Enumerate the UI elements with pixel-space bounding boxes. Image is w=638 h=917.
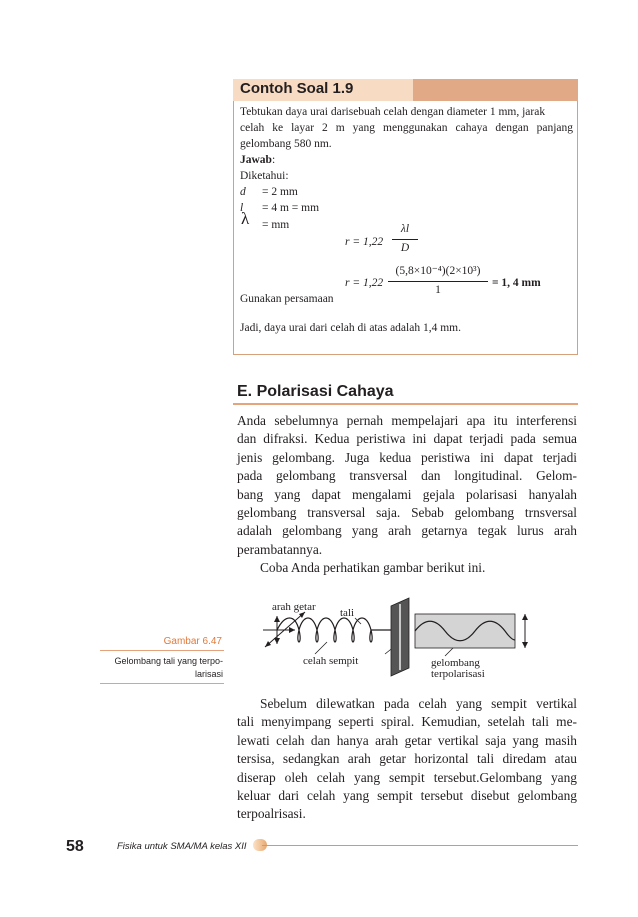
paragraph-line: lewati celah dan hanya arah getar vertikal saja yang masih xyxy=(237,732,577,748)
footer-book-title: Fisika untuk SMA/MA kelas XII xyxy=(117,841,247,852)
val-d: = 2 mm xyxy=(262,186,298,198)
paragraph-line: terpoalrisasi. xyxy=(237,806,306,822)
section-underline xyxy=(233,403,578,405)
paragraph-line: pada gelombang transversal dan longitudinal. Gelom- xyxy=(237,468,577,484)
label-arah-getar: arah getar xyxy=(272,601,316,613)
paragraph-line: tersisa, sedangkan arah getar horizontal tali diredam atau xyxy=(237,751,577,767)
paragraph-line: keluar dari celah yang sempit tersebut disebut gelombang xyxy=(237,788,577,803)
paragraph-2: Coba Anda perhatikan gambar berikut ini. xyxy=(260,560,486,576)
paragraph-line: Anda sebelumnya pernah mempelajari apa itu interferensi xyxy=(237,413,577,428)
paragraph-line: dan difraksi. Kedua peristiwa ini dapat terjadi pada semua xyxy=(237,431,577,447)
figure-caption-line: larisasi xyxy=(194,669,223,679)
formula2-numerator: (5,8×10⁻⁴)(2×10³) xyxy=(395,265,481,277)
example-title: Contoh Soal 1.9 xyxy=(240,80,354,97)
example-question-line: Tebtukan daya urai darisebuah celah dengan diameter 1 mm, jarak xyxy=(240,106,546,118)
caption-divider xyxy=(100,650,224,651)
arrow-head xyxy=(522,614,528,620)
arrow-head xyxy=(274,638,280,644)
var-l: l xyxy=(240,202,244,214)
paragraph-line: tali menyimpang seperti spiral. Kemudian, setelah tali me- xyxy=(237,714,577,730)
polarization-figure xyxy=(255,596,555,682)
footer-line xyxy=(262,845,578,846)
example-question-line: celah ke layar 2 m yang menggunakan cahaya dengan panjang xyxy=(240,122,573,134)
section-title: E. Polarisasi Cahaya xyxy=(237,383,394,400)
label-tali: tali xyxy=(340,607,355,619)
page-number: 58 xyxy=(66,838,84,855)
label-celah-sempit: celah sempit xyxy=(303,655,359,667)
use-equation-text: Gunakan persamaan xyxy=(240,293,334,305)
paragraph-line: gelombang transversal saja. Sebab gelombang trnsversal xyxy=(237,505,577,520)
label-terpolarisasi: terpolarisasi xyxy=(431,668,485,680)
formula2-fraction-bar xyxy=(388,281,488,282)
caption-divider xyxy=(100,683,224,684)
polarized-wave-box xyxy=(415,614,515,648)
conclusion-text: Jadi, daya urai dari celah di atas adalah 1,4 mm. xyxy=(240,322,461,334)
formula2-result: = 1, 4 mm xyxy=(492,277,541,289)
answer-label: Jawab: xyxy=(240,154,276,166)
arrow-head xyxy=(522,642,528,648)
arrow-head xyxy=(289,627,295,633)
paragraph-line: adalah gelombang yang arah getarnya tegak lurus arah xyxy=(237,523,577,539)
label-gelombang: gelombang xyxy=(431,657,480,669)
example-question-line: gelombang 580 nm. xyxy=(240,138,332,150)
formula2-lhs: r = 1,22 xyxy=(345,277,384,289)
formula2-denominator: 1 xyxy=(435,284,441,296)
val-lambda: = mm xyxy=(262,219,290,231)
paragraph-line: Sebelum dilewatkan pada celah yang sempit vertikal xyxy=(260,696,577,711)
formula1-lhs: r = 1,22 xyxy=(345,236,384,248)
paragraph-line: jenis gelombang. Juga kedua peristiwa ini dapat terjadi xyxy=(237,449,577,465)
figure-caption-title: Gambar 6.47 xyxy=(163,636,222,647)
formula1-denominator: D xyxy=(400,242,410,254)
var-lambda: λ xyxy=(241,209,250,228)
formula1-numerator: λl xyxy=(400,223,410,235)
figure-caption-line: Gelombang tali yang terpo- xyxy=(114,656,223,666)
arrow-head xyxy=(274,616,280,622)
formula1-fraction-bar xyxy=(392,239,418,240)
pointer-line xyxy=(315,642,327,654)
paragraph-line: diserap oleh celah yang sempit tersebut.Gelombang yang xyxy=(237,769,577,785)
example-title-band-dark xyxy=(413,79,578,101)
val-l: = 4 m = mm xyxy=(262,202,320,214)
var-d: d xyxy=(240,186,246,198)
paragraph-line: perambatannya. xyxy=(237,541,323,557)
paragraph-line: bang yang dapat mengalami gejala polarisasi hanyalah xyxy=(237,486,577,502)
known-label: Diketahui: xyxy=(240,170,289,182)
